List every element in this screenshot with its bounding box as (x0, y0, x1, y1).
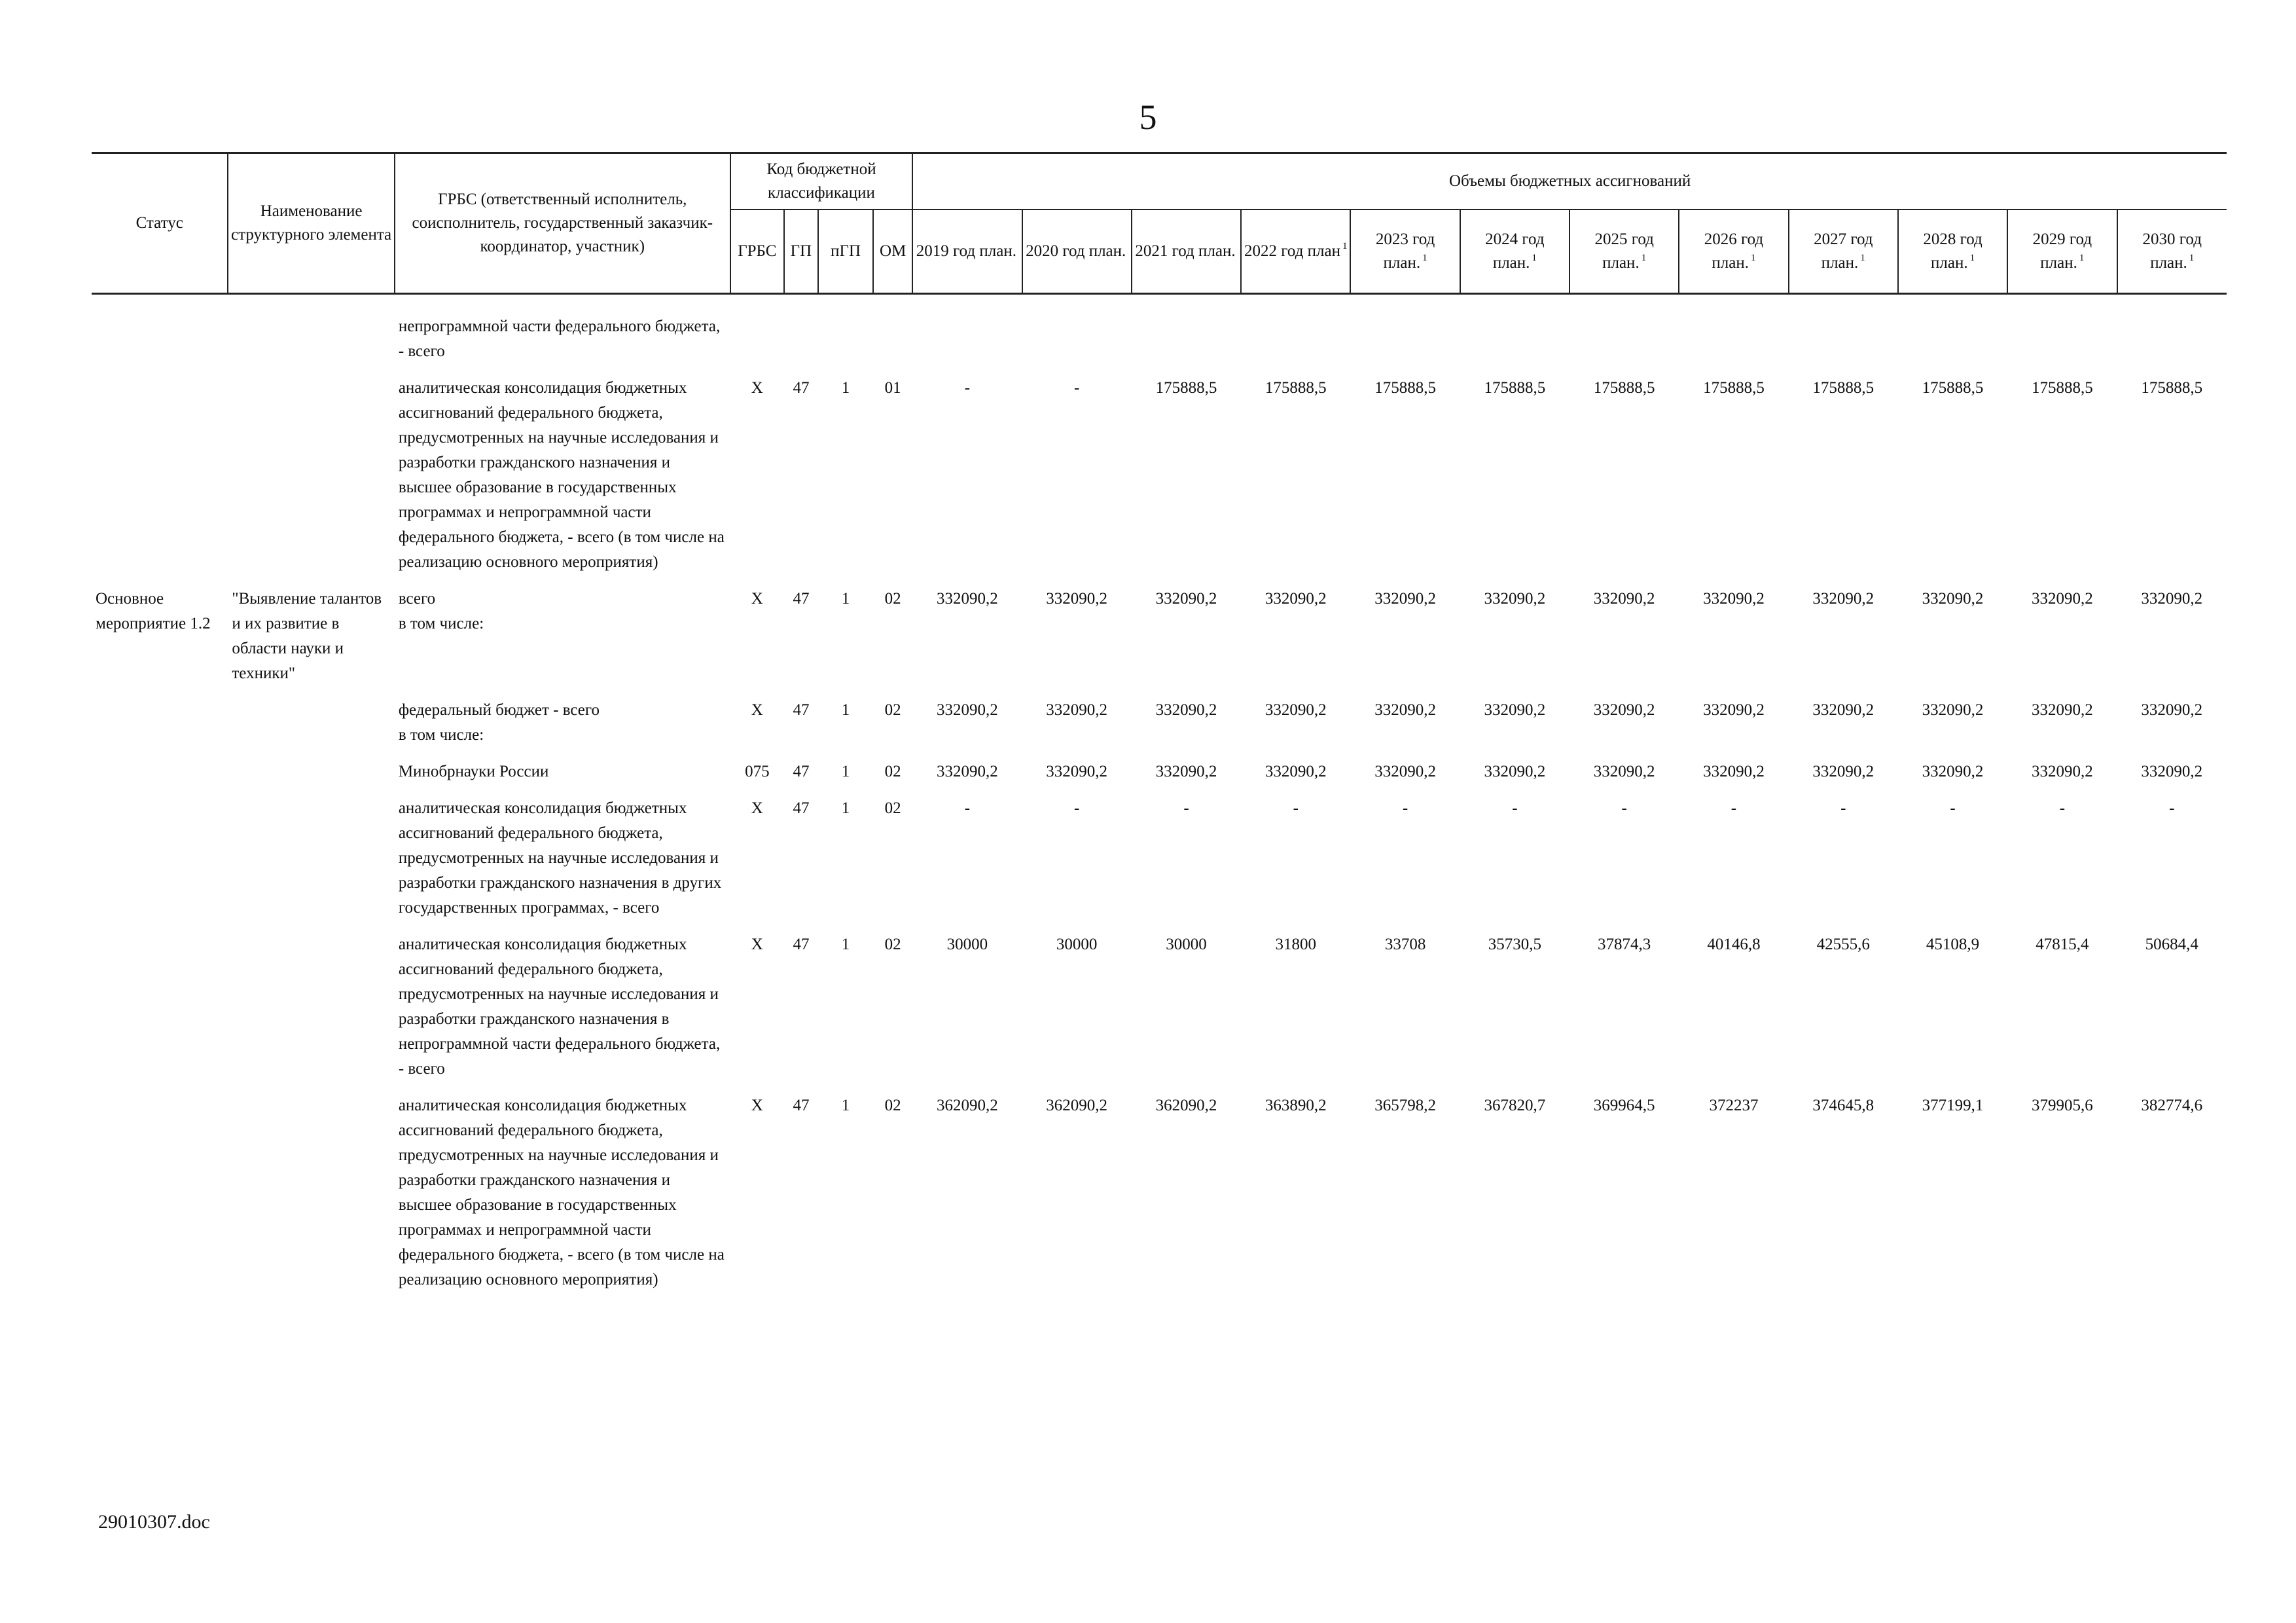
cell-code: 02 (884, 589, 901, 608)
cell-value: 332090,2 (1812, 762, 1874, 780)
cell-status (92, 748, 228, 784)
header-year: 2024 год план. $^1$ (1460, 210, 1570, 293)
cell-value: 332090,2 (1265, 701, 1327, 719)
cell-value: 30000 (1166, 935, 1207, 953)
cell-value: - (1621, 799, 1627, 817)
cell-value: 332090,2 (937, 701, 998, 719)
header-year: 2027 год план. $^1$ (1789, 210, 1898, 293)
cell-value: 332090,2 (1265, 589, 1327, 608)
cell-value: 175888,5 (1265, 378, 1327, 397)
cell-code (784, 314, 818, 364)
cell-value: 332090,2 (1812, 701, 1874, 719)
cell-value: 332090,2 (1484, 589, 1546, 608)
cell-value: 362090,2 (937, 1096, 998, 1114)
header-year: 2019 год план. (912, 210, 1022, 293)
cell-code: 47 (793, 1096, 810, 1114)
cell-value: 332090,2 (1703, 701, 1765, 719)
cell-value: 332090,2 (2031, 762, 2093, 780)
cell-value (1679, 314, 1788, 364)
cell-value: 332090,2 (1484, 762, 1546, 780)
cell-structural-element (228, 784, 394, 921)
cell-value: - (1840, 799, 1846, 817)
cell-value: 332090,2 (1703, 762, 1765, 780)
cell-value: 377199,1 (1922, 1096, 1984, 1114)
table-row (92, 575, 2227, 686)
cell-structural-element (228, 686, 394, 748)
cell-code: 1 (841, 589, 850, 608)
header-status: Статус (92, 153, 228, 294)
cell-value: 332090,2 (1155, 762, 1217, 780)
table-row (92, 314, 2227, 364)
cell-value: - (964, 378, 971, 397)
cell-value: 332090,2 (937, 589, 998, 608)
cell-value: 175888,5 (1922, 378, 1984, 397)
cell-structural-element (228, 314, 394, 364)
cell-value: - (1293, 799, 1299, 817)
cell-structural-element (228, 1082, 394, 1292)
cell-value: 372237 (1709, 1096, 1759, 1114)
table-row (92, 921, 2227, 1082)
cell-status (92, 921, 228, 1082)
cell-value: - (964, 799, 971, 817)
header-code-gp: ГП (784, 210, 818, 293)
cell-value (1460, 314, 1570, 364)
cell-value: 382774,6 (2141, 1096, 2203, 1114)
cell-value: - (2059, 799, 2066, 817)
table-row (92, 364, 2227, 575)
header-code-group: Код бюджетной классификации (730, 153, 912, 210)
cell-grbs: аналитическая консолидация бюджетных ассигнований федерального бюджета, предусмотренных на научные исследования и разработки гражданского назначения в непрограммной части федерального бюджета, - всего (398, 935, 721, 1078)
table-row (92, 686, 2227, 748)
cell-value: 332090,2 (1155, 589, 1217, 608)
cell-value: 374645,8 (1812, 1096, 1874, 1114)
cell-code: 075 (745, 762, 770, 780)
cell-value: 33708 (1384, 935, 1426, 953)
cell-code: 47 (793, 799, 810, 817)
cell-value: 45108,9 (1926, 935, 1980, 953)
cell-value: - (1950, 799, 1956, 817)
cell-value: 332090,2 (1374, 762, 1436, 780)
cell-value: 42555,6 (1816, 935, 1870, 953)
header-name: Наименование структурного элемента (228, 153, 394, 294)
cell-value: - (1731, 799, 1737, 817)
cell-value: 332090,2 (1265, 762, 1327, 780)
cell-code: 47 (793, 762, 810, 780)
cell-value: 35730,5 (1488, 935, 1541, 953)
cell-code: Х (751, 701, 763, 719)
header-year: 2028 год план. $^1$ (1898, 210, 2007, 293)
cell-value: 379905,6 (2031, 1096, 2093, 1114)
cell-grbs: аналитическая консолидация бюджетных ассигнований федерального бюджета, предусмотренных на научные исследования и разработки гражданского назначения в других государственных программах, - всего (398, 799, 722, 917)
cell-value: 175888,5 (1155, 378, 1217, 397)
cell-value (912, 314, 1022, 364)
page-number: 5 (1139, 98, 1157, 137)
header-year: 2021 год план. (1132, 210, 1241, 293)
header-code-om: ОМ (873, 210, 912, 293)
cell-code: Х (751, 935, 763, 953)
cell-code: 1 (841, 378, 850, 397)
cell-value: 332090,2 (1593, 589, 1655, 608)
cell-value: 175888,5 (1593, 378, 1655, 397)
cell-value: - (1074, 378, 1080, 397)
cell-code: Х (751, 378, 763, 397)
cell-value: 332090,2 (2031, 701, 2093, 719)
cell-value: 47815,4 (2036, 935, 2089, 953)
header-code-pgp: пГП (818, 210, 873, 293)
cell-value: 175888,5 (1703, 378, 1765, 397)
cell-code: 02 (884, 1096, 901, 1114)
cell-value: - (1074, 799, 1080, 817)
cell-value: 175888,5 (1484, 378, 1546, 397)
cell-value (1898, 314, 2007, 364)
cell-value: 332090,2 (1374, 589, 1436, 608)
cell-code: Х (751, 799, 763, 817)
cell-value: 332090,2 (2141, 762, 2203, 780)
cell-value: 332090,2 (1593, 701, 1655, 719)
cell-value: - (1512, 799, 1518, 817)
cell-grbs: непрограммной части федерального бюджета, - всего (398, 317, 721, 360)
cell-value: - (2169, 799, 2175, 817)
document-file-name: 29010307.doc (98, 1511, 210, 1533)
cell-value (1022, 314, 1132, 364)
cell-value (1132, 314, 1241, 364)
cell-status: Основное мероприятие 1.2 (96, 589, 211, 632)
table-header (92, 153, 2227, 294)
cell-code: 02 (884, 701, 901, 719)
cell-grbs: аналитическая консолидация бюджетных ассигнований федерального бюджета, предусмотренных на научные исследования и разработки гражданского назначения и высшее образование в государственных программах и непрограммной части федерального бюджета, - всего (в том числе на реализацию основного мероприятия) (398, 378, 725, 571)
cell-value: 363890,2 (1265, 1096, 1327, 1114)
cell-value: 332090,2 (2031, 589, 2093, 608)
cell-value: 332090,2 (1046, 589, 1108, 608)
cell-value: 332090,2 (1484, 701, 1546, 719)
cell-value: 332090,2 (1922, 701, 1984, 719)
cell-value: 332090,2 (2141, 589, 2203, 608)
header-volumes-group: Объемы бюджетных ассигнований (912, 153, 2227, 210)
header-year: 2022 год план $^1$ (1241, 210, 1350, 293)
cell-value (1241, 314, 1350, 364)
cell-code (818, 314, 873, 364)
cell-value: 365798,2 (1374, 1096, 1436, 1114)
cell-value (2007, 314, 2117, 364)
cell-grbs: Минобрнауки России (398, 762, 549, 780)
cell-value: 332090,2 (1374, 701, 1436, 719)
cell-code: Х (751, 589, 763, 608)
cell-value: 175888,5 (1374, 378, 1436, 397)
cell-value: 332090,2 (1922, 762, 1984, 780)
cell-code: 02 (884, 799, 901, 817)
cell-grbs: федеральный бюджет - всего в том числе: (398, 701, 600, 744)
table-body (92, 293, 2227, 1292)
cell-value: 332090,2 (1155, 701, 1217, 719)
cell-value: 362090,2 (1155, 1096, 1217, 1114)
cell-grbs: аналитическая консолидация бюджетных ассигнований федерального бюджета, предусмотренных на научные исследования и разработки гражданского назначения и высшее образование в государственных программах и непрограммной части федерального бюджета, - всего (в том числе на реализацию основного мероприятия) (398, 1096, 725, 1288)
cell-status (92, 1082, 228, 1292)
cell-value: 175888,5 (1812, 378, 1874, 397)
cell-structural-element (228, 364, 394, 575)
cell-value: 332090,2 (2141, 701, 2203, 719)
cell-status (92, 364, 228, 575)
cell-code: 02 (884, 762, 901, 780)
cell-code: 47 (793, 701, 810, 719)
header-year: 2030 год план. $^1$ (2117, 210, 2227, 293)
header-year: 2025 год план. $^1$ (1570, 210, 1679, 293)
cell-value: 37874,3 (1598, 935, 1651, 953)
cell-value: - (1402, 799, 1408, 817)
cell-value: 175888,5 (2031, 378, 2093, 397)
table-row (92, 784, 2227, 921)
cell-value (2117, 314, 2227, 364)
cell-code: 47 (793, 589, 810, 608)
cell-grbs: всего в том числе: (398, 589, 484, 632)
cell-value: - (1183, 799, 1189, 817)
header-year: 2020 год план. (1022, 210, 1132, 293)
cell-value: 332090,2 (1046, 701, 1108, 719)
cell-code: Х (751, 1096, 763, 1114)
cell-code (730, 314, 784, 364)
cell-code (873, 314, 912, 364)
cell-structural-element (228, 921, 394, 1082)
cell-value (1570, 314, 1679, 364)
cell-code: 1 (841, 701, 850, 719)
cell-value: 30000 (946, 935, 988, 953)
cell-value (1789, 314, 1898, 364)
cell-code: 1 (841, 1096, 850, 1114)
header-year: 2029 год план. $^1$ (2007, 210, 2117, 293)
cell-value: 40146,8 (1707, 935, 1761, 953)
table-row (92, 1082, 2227, 1292)
cell-code: 1 (841, 799, 850, 817)
cell-value: 332090,2 (1593, 762, 1655, 780)
header-year: 2026 год план. $^1$ (1679, 210, 1788, 293)
cell-structural-element (228, 748, 394, 784)
cell-value: 332090,2 (1046, 762, 1108, 780)
cell-code: 1 (841, 762, 850, 780)
cell-code: 47 (793, 378, 810, 397)
cell-structural-element: "Выявление талантов и их развитие в области науки и техники" (232, 589, 382, 682)
cell-status (92, 314, 228, 364)
cell-value: 31800 (1275, 935, 1317, 953)
cell-status (92, 784, 228, 921)
cell-code: 01 (884, 378, 901, 397)
table-row (92, 748, 2227, 784)
cell-status (92, 686, 228, 748)
cell-value: 367820,7 (1484, 1096, 1546, 1114)
cell-value: 332090,2 (1812, 589, 1874, 608)
cell-value: 50684,4 (2145, 935, 2198, 953)
cell-code: 1 (841, 935, 850, 953)
cell-value: 332090,2 (1703, 589, 1765, 608)
cell-value: 332090,2 (1922, 589, 1984, 608)
cell-value: 369964,5 (1593, 1096, 1655, 1114)
cell-value: 175888,5 (2141, 378, 2203, 397)
cell-code: 47 (793, 935, 810, 953)
cell-value: 30000 (1056, 935, 1098, 953)
header-year: 2023 год план. $^1$ (1350, 210, 1460, 293)
header-grbs: ГРБС (ответственный исполнитель, соисполнитель, государственный заказчик-координатор, участник) (395, 153, 730, 294)
cell-value: 332090,2 (937, 762, 998, 780)
cell-value: 362090,2 (1046, 1096, 1108, 1114)
cell-value (1350, 314, 1460, 364)
cell-code: 02 (884, 935, 901, 953)
budget-table (92, 152, 2227, 1292)
header-code-grbs: ГРБС (730, 210, 784, 293)
